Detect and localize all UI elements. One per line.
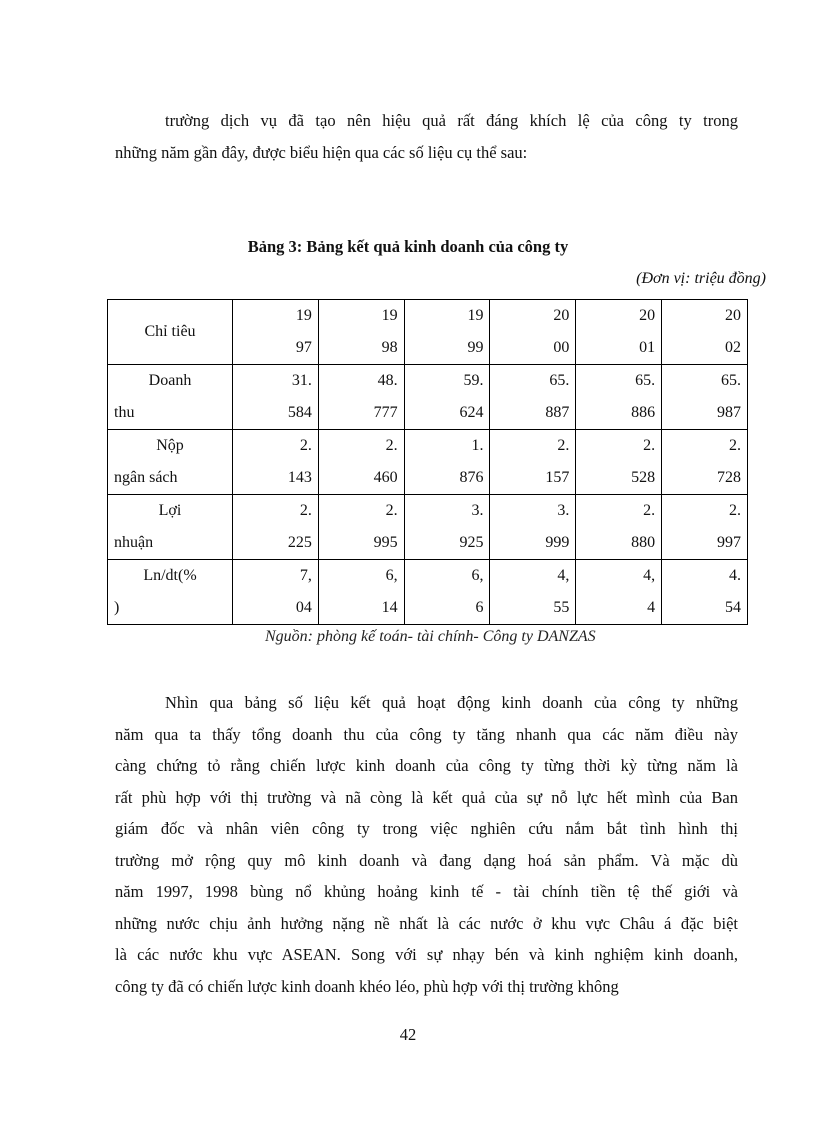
- year-header: 20 00: [490, 300, 576, 365]
- table-cell: 7, 04: [233, 560, 319, 625]
- table-header-row: [108, 300, 748, 365]
- header-label: Chỉ tiêu: [108, 300, 233, 365]
- row-label: Doanh thu: [108, 365, 233, 430]
- intro-line: những năm gần đây, được biểu hiện qua các số liệu cụ thể sau:: [115, 142, 528, 162]
- table-title: Bảng 3: Bảng kết quả kinh doanh của công ty: [247, 237, 569, 256]
- year-header: 20 02: [662, 300, 748, 365]
- table-cell: 4. 54: [662, 560, 748, 625]
- year-header: 20 01: [576, 300, 662, 365]
- analysis-line: càng chứng tỏ rằng chiến lược kinh doanh của công ty từng thời kỳ từng năm là: [115, 756, 738, 775]
- business-results-table: [107, 299, 748, 625]
- table-cell: 2. 880: [576, 495, 662, 560]
- table-cell: 3. 925: [404, 495, 490, 560]
- intro-line: trường dịch vụ đã tạo nên hiệu quả rất đáng khích lệ của công ty trong: [165, 111, 738, 130]
- analysis-line: là các nước khu vực ASEAN. Song với sự nhạy bén và kinh nghiệm kinh doanh,: [115, 945, 738, 964]
- year-header: 19 98: [318, 300, 404, 365]
- analysis-line: Nhìn qua bảng số liệu kết quả hoạt động kinh doanh của công ty những: [165, 693, 738, 712]
- table-unit: (Đơn vị: triệu đồng): [636, 270, 766, 287]
- page-number: 42: [399, 1025, 417, 1044]
- table-cell: 31. 584: [233, 365, 319, 430]
- table-cell: 4, 4: [576, 560, 662, 625]
- table-cell: 2. 460: [318, 430, 404, 495]
- table-cell: 3. 999: [490, 495, 576, 560]
- table-cell: 6, 6: [404, 560, 490, 625]
- table-cell: 6, 14: [318, 560, 404, 625]
- analysis-line: trường mở rộng quy mô kinh doanh và đang dạng hoá sản phẩm. Và mặc dù: [115, 850, 738, 870]
- row-label: Lợi nhuận: [108, 495, 233, 560]
- table-row-profit: [108, 495, 748, 560]
- table-cell: 59. 624: [404, 365, 490, 430]
- table-cell: 2. 995: [318, 495, 404, 560]
- row-label: Nộp ngân sách: [108, 430, 233, 495]
- analysis-line: rất phù hợp với thị trường và nã còng là kết quả của sự nỗ lực hết mình của Ban: [115, 787, 738, 807]
- analysis-line: năm 1997, 1998 bùng nổ khủng hoảng kinh tế - tài chính tiền tệ thế giới và: [115, 882, 738, 901]
- table-cell: 65. 887: [490, 365, 576, 430]
- table-cell: 1. 876: [404, 430, 490, 495]
- table-cell: 2. 997: [662, 495, 748, 560]
- table-cell: 4, 55: [490, 560, 576, 625]
- table-source: Nguồn: phòng kế toán- tài chính- Công ty DANZAS: [265, 628, 596, 645]
- analysis-line: công ty đã có chiến lược kinh doanh khéo léo, phù hợp với thị trường không: [115, 976, 619, 996]
- table-row-revenue: [108, 365, 748, 430]
- table-cell: 2. 157: [490, 430, 576, 495]
- analysis-line: năm qua ta thấy tổng doanh thu của công ty tăng nhanh qua các năm điều này: [115, 724, 738, 744]
- table-row-ratio: [108, 560, 748, 625]
- intro-paragraph: [115, 105, 738, 168]
- analysis-paragraph: [115, 687, 738, 1002]
- row-label: Ln/dt(% ): [108, 560, 233, 625]
- table-cell: 48. 777: [318, 365, 404, 430]
- analysis-line: giám đốc và nhân viên công ty trong việc nghiên cứu nắm bắt tình hình thị: [115, 819, 738, 838]
- table-cell: 65. 886: [576, 365, 662, 430]
- table-cell: 2. 528: [576, 430, 662, 495]
- year-header: 19 97: [233, 300, 319, 365]
- table-cell: 2. 728: [662, 430, 748, 495]
- table-cell: 65. 987: [662, 365, 748, 430]
- table-row-budget: [108, 430, 748, 495]
- analysis-line: những nước chịu ảnh hưởng nặng nề nhất là các nước ở khu vực Châu á đặc biệt: [115, 913, 738, 933]
- table-cell: 2. 143: [233, 430, 319, 495]
- table-cell: 2. 225: [233, 495, 319, 560]
- year-header: 19 99: [404, 300, 490, 365]
